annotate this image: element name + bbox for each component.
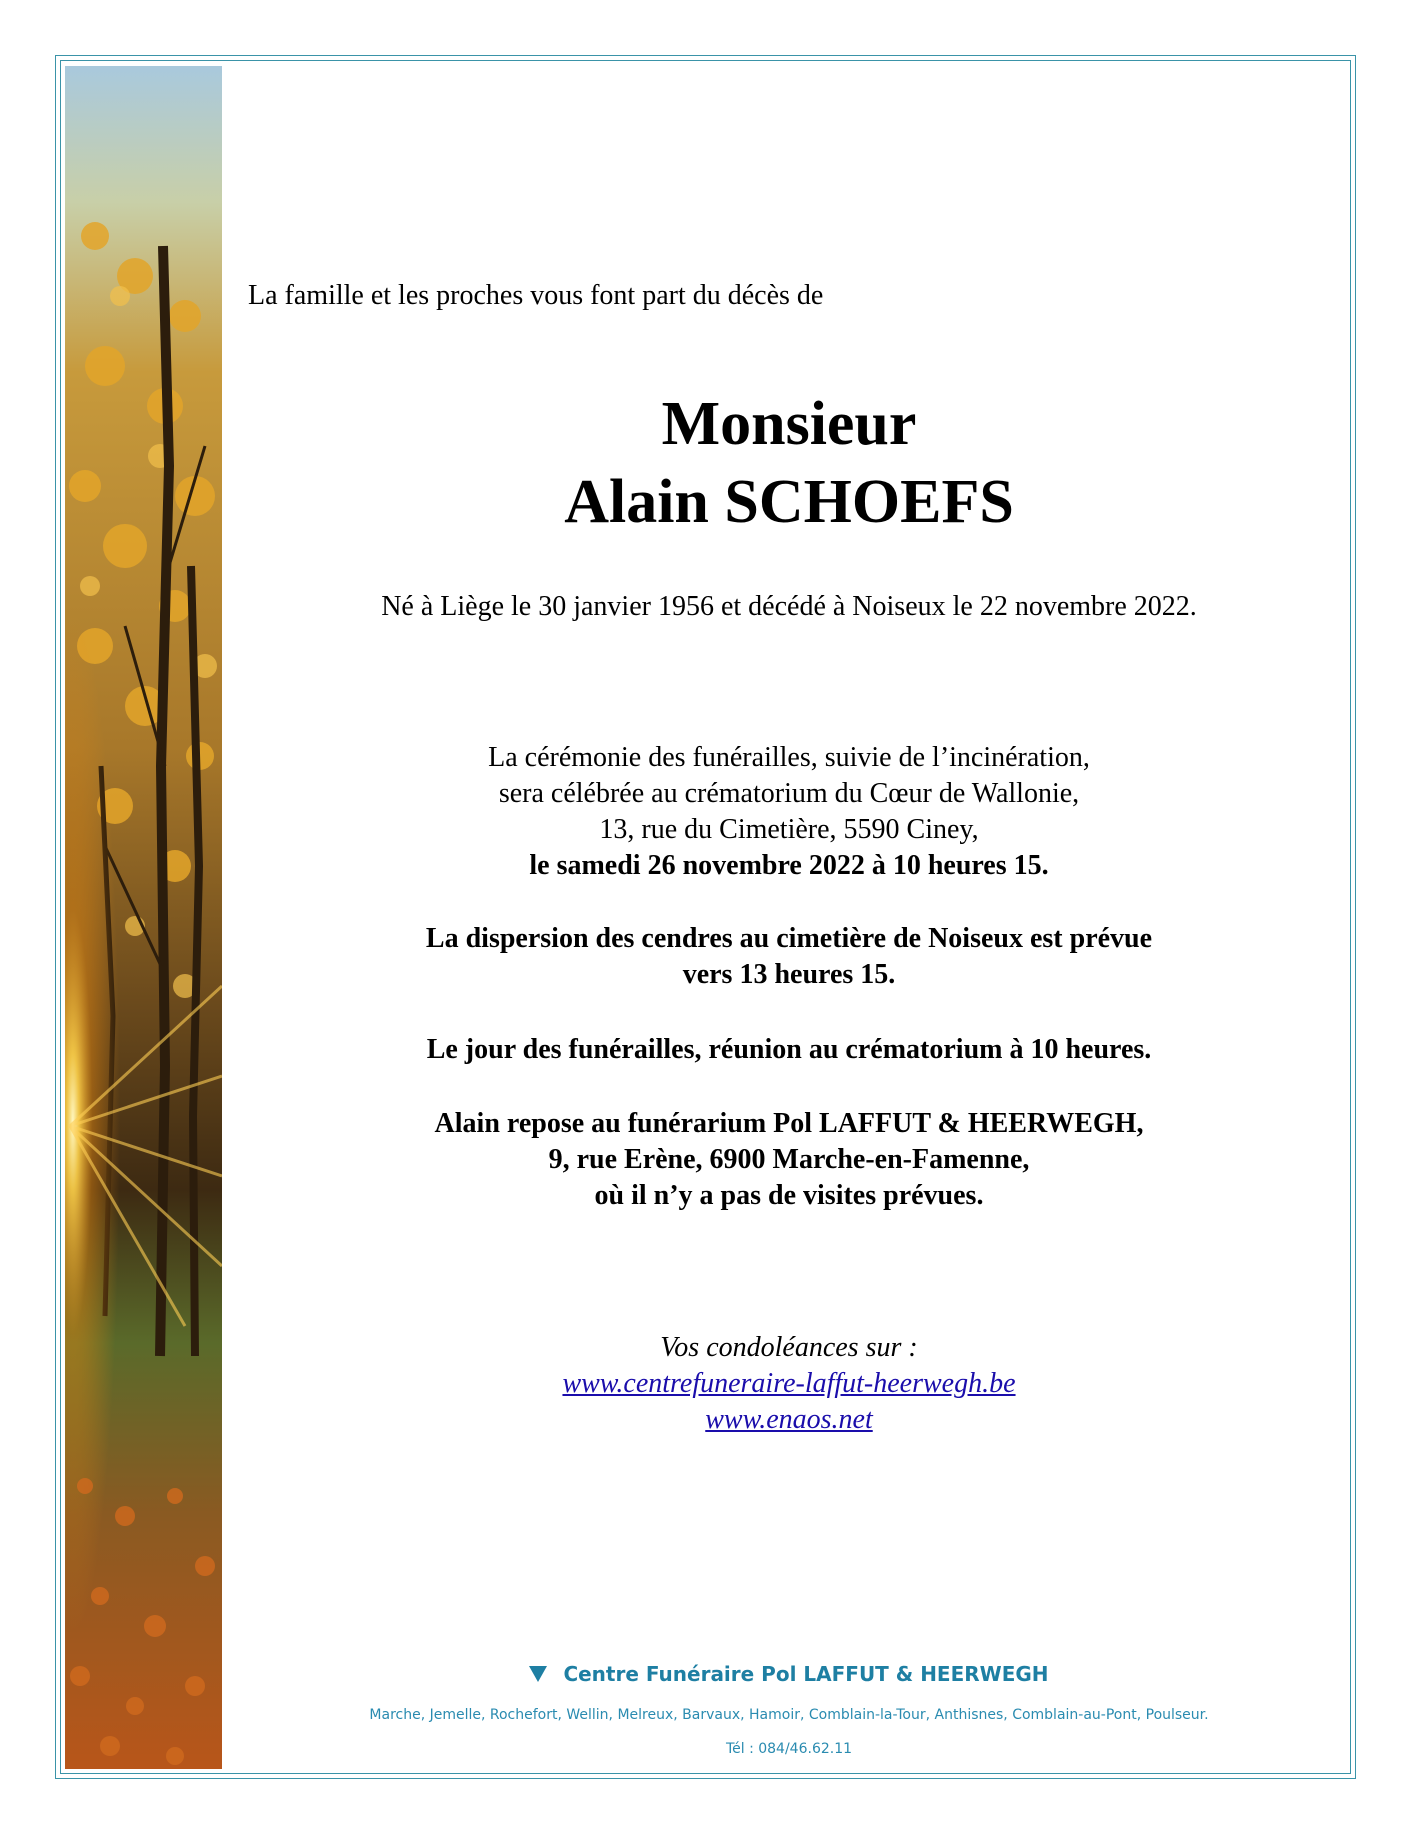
ceremony-date: le samedi 26 novembre 2022 à 10 heures 15.	[529, 850, 1049, 881]
footer-locations: Marche, Jemelle, Rochefort, Wellin, Melreux, Barvaux, Hamoir, Comblain-la-Tour, Anthisnes, Comblain-au-Pont, Poulseur.	[369, 1707, 1209, 1723]
intro-text: La famille et les proches vous font part du décès de	[248, 280, 824, 311]
repose-line-2: 9, rue Erène, 6900 Marche-en-Famenne,	[548, 1144, 1030, 1175]
dispersion-line-1: La dispersion des cendres au cimetière de Noiseux est prévue	[425, 923, 1153, 954]
footer-company	[222, 1662, 1356, 1686]
footer-company-name: Centre Funéraire Pol LAFFUT & HEERWEGH	[563, 1662, 1049, 1686]
dispersion-line-2: vers 13 heures 15.	[682, 959, 896, 990]
autumn-forest-image	[65, 66, 222, 1769]
dates-line: Né à Liège le 30 janvier 1956 et décédé à Noiseux le 22 novembre 2022.	[381, 591, 1197, 622]
repose-line-1: Alain repose au funérarium Pol LAFFUT & HEERWEGH,	[434, 1108, 1144, 1139]
condolences-label: Vos condoléances sur :	[660, 1332, 918, 1363]
footer-phone: Tél : 084/46.62.11	[725, 1741, 853, 1757]
ceremony-line-1: La cérémonie des funérailles, suivie de l’incinération,	[488, 742, 1090, 773]
gathering-line: Le jour des funérailles, réunion au crématorium à 10 heures.	[426, 1034, 1152, 1065]
ceremony-line-3: 13, rue du Cimetière, 5590 Ciney,	[599, 814, 979, 845]
repose-line-3: où il n’y a pas de visites prévues.	[594, 1180, 984, 1211]
page-border-inner	[60, 60, 1351, 1774]
deceased-name: Alain SCHOEFS	[564, 468, 1014, 536]
condolences-link-laffut[interactable]: www.centrefuneraire-laffut-heerwegh.be	[562, 1368, 1016, 1399]
ceremony-line-2: sera célébrée au crématorium du Cœur de Wallonie,	[498, 778, 1080, 809]
triangle-down-icon	[529, 1666, 547, 1682]
deceased-title: Monsieur	[661, 390, 917, 458]
condolences-link-enaos[interactable]: www.enaos.net	[705, 1404, 873, 1435]
